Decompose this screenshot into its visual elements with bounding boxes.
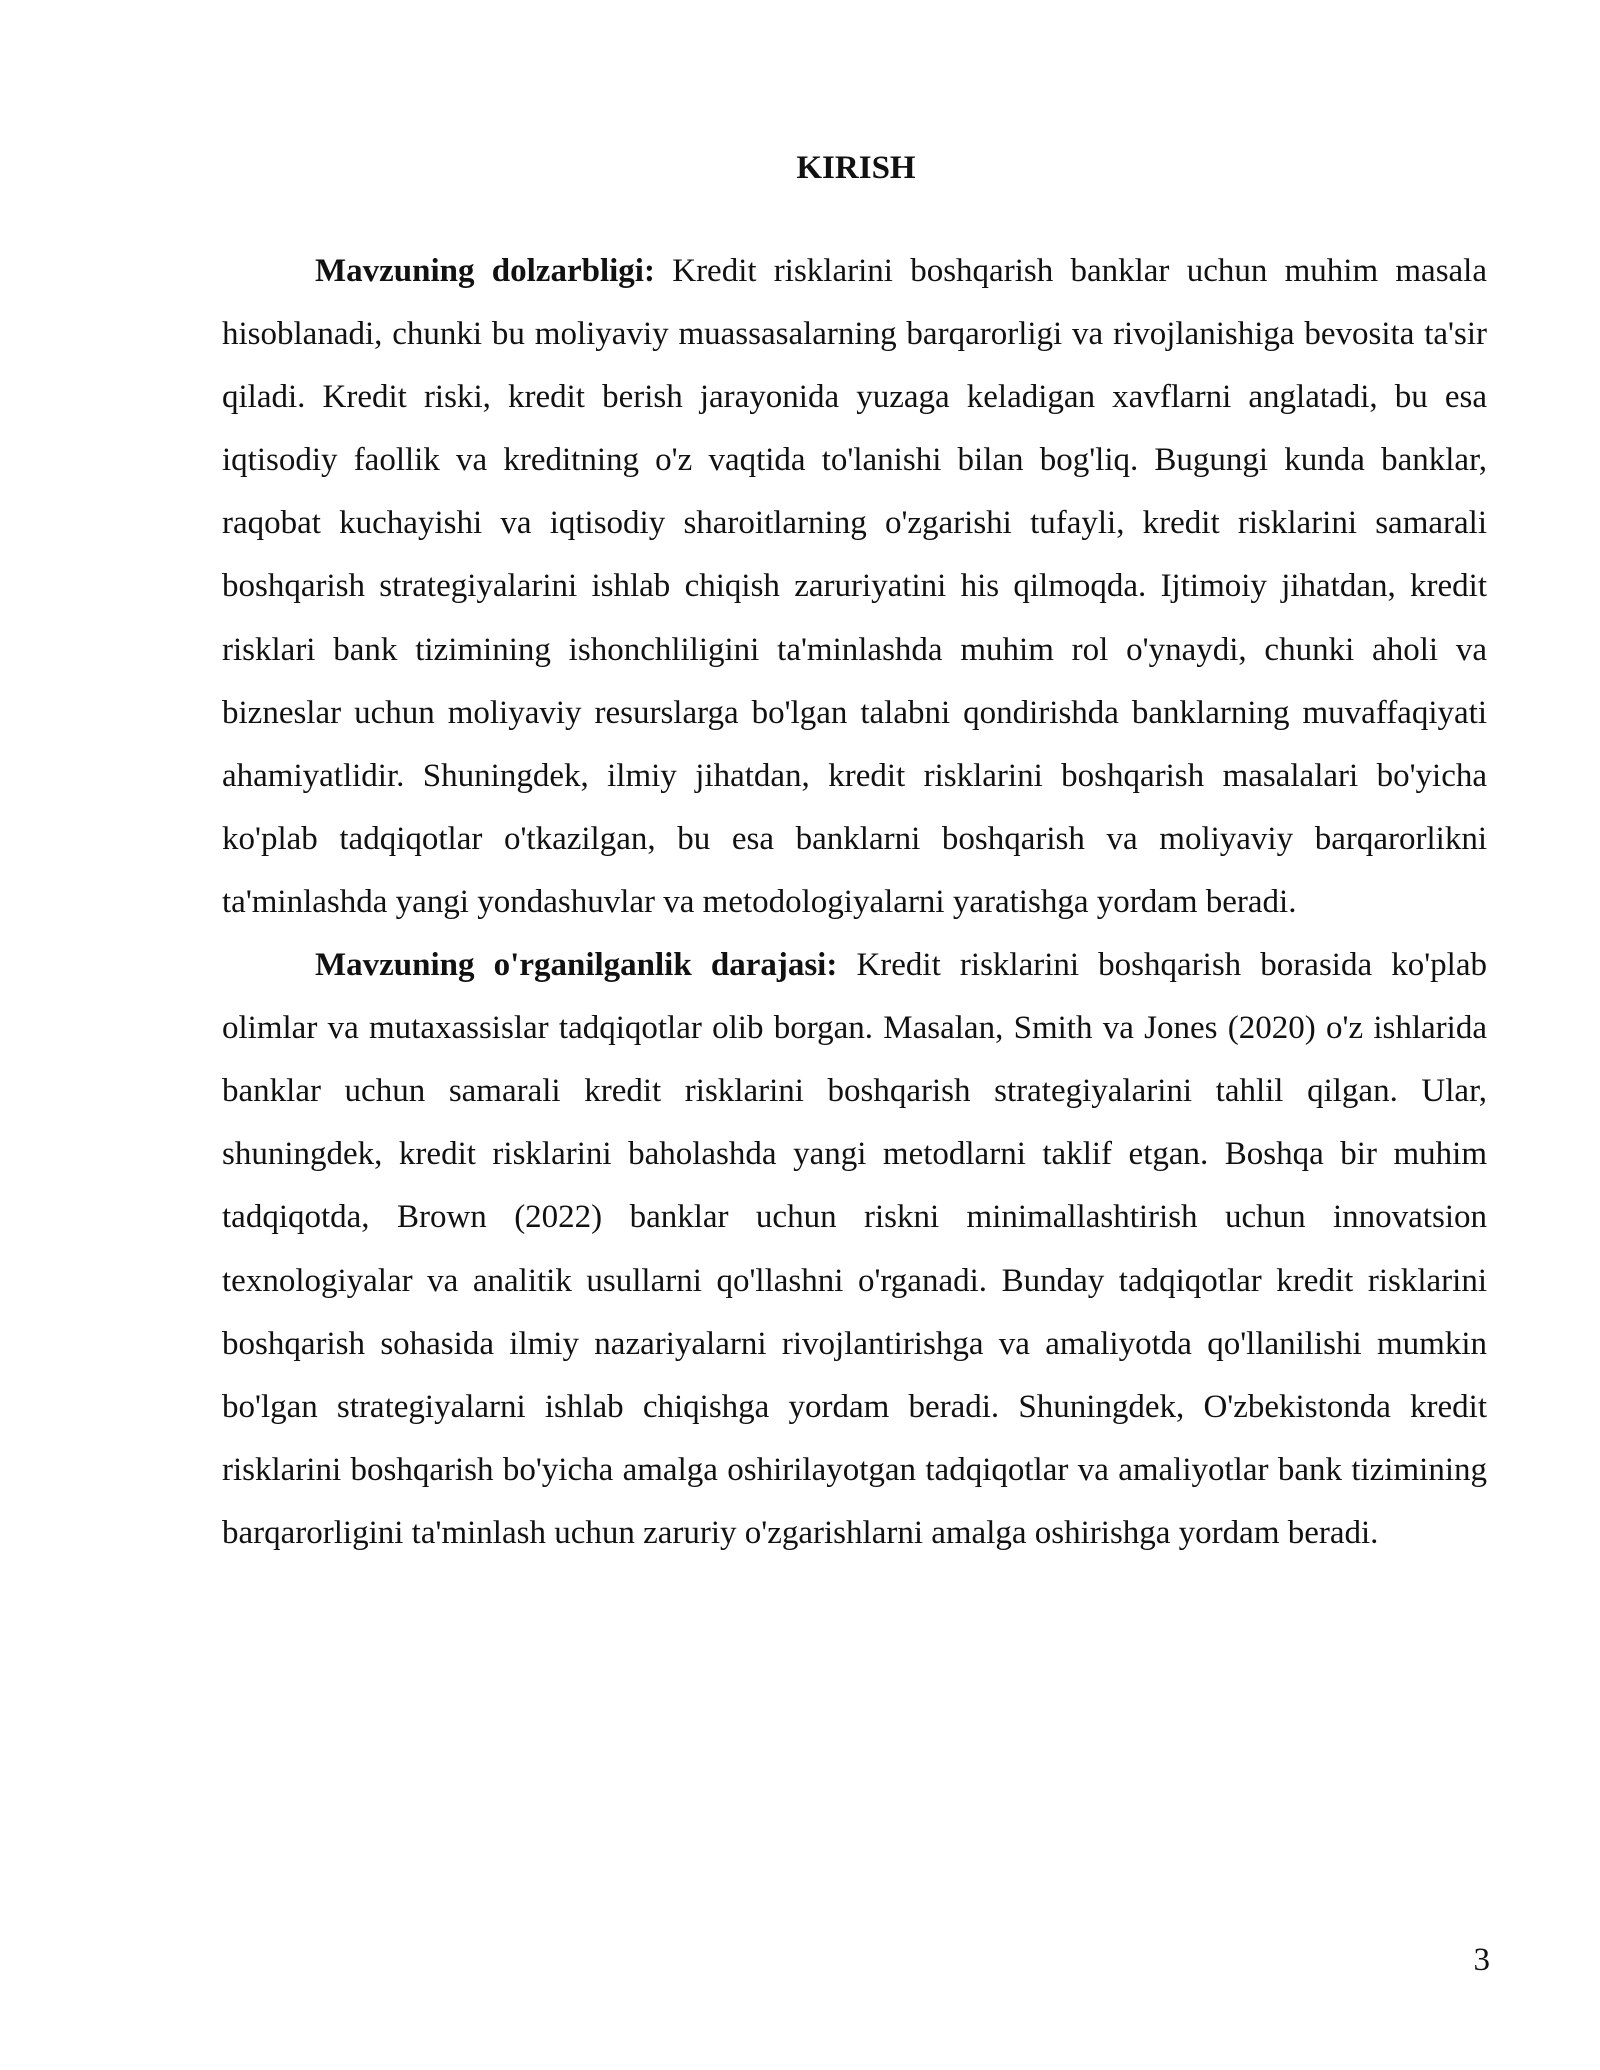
page-number: 3 [1473, 1942, 1490, 1978]
section-heading: KIRISH [796, 150, 916, 186]
paragraph-text-research-level: Kredit risklarini boshqarish borasida ko'plab olimlar va mutaxassislar tadqiqotlar olib borgan. Masalan, Smith va Jones (2020) o'z ishlarida banklar uchun samarali kredit risklarini boshqarish strategiyalarini tahlil qilgan. Ular, shuningdek, kredit risklarini baholashda yangi metodlarni taklif etgan. Boshqa bir muhim tadqiqotda, Brown (2022) banklar uchun riskni minimallashtirish uchun innovatsion texnologiyalar va analitik usullarni qo'llashni o'rganadi. Bunday tadqiqotlar kredit risklarini boshqarish sohasida ilmiy nazariyalarni rivojlantirishga va amaliyotda qo'llanilishi mumkin bo'lgan strategiyalarni ishlab chiqishga yordam beradi. Shuningdek, O'zbekistonda kredit risklarini boshqarish bo'yicha amalga oshirilayotgan tadqiqotlar va amaliyotlar bank tizimining barqarorligini ta'minlash uchun zaruriy o'zgarishlarni amalga oshirishga yordam beradi. [222, 947, 1487, 1551]
paragraph-lead-relevance: Mavzuning dolzarbligi: [315, 253, 655, 289]
paragraph-relevance [222, 240, 1487, 934]
paragraph-text-relevance: Kredit risklarini boshqarish banklar uchun muhim masala hisoblanadi, chunki bu moliyaviy muassasalarning barqarorligi va rivojlanishiga bevosita ta'sir qiladi. Kredit riski, kredit berish jarayonida yuzaga keladigan xavflarni anglatadi, bu esa iqtisodiy faollik va kreditning o'z vaqtida to'lanishi bilan bog'liq. Bugungi kunda banklar, raqobat kuchayishi va iqtisodiy sharoitlarning o'zgarishi tufayli, kredit risklarini samarali boshqarish strategiyalarini ishlab chiqish zaruriyatini his qilmoqda. Ijtimoiy jihatdan, kredit risklari bank tizimining ishonchliligini ta'minlashda muhim rol o'ynaydi, chunki aholi va bizneslar uchun moliyaviy resurslarga bo'lgan talabni qondirishda banklarning muvaffaqiyati ahamiyatlidir. Shuningdek, ilmiy jihatdan, kredit risklarini boshqarish masalalari bo'yicha ko'plab tadqiqotlar o'tkazilgan, bu esa banklarni boshqarish va moliyaviy barqarorlikni ta'minlashda yangi yondashuvlar va metodologiyalarni yaratishga yordam beradi. [222, 253, 1487, 920]
paragraph-lead-research-level: Mavzuning o'rganilganlik darajasi: [315, 947, 838, 984]
paragraph-research-level [222, 934, 1487, 1565]
body-text [222, 240, 1487, 1565]
